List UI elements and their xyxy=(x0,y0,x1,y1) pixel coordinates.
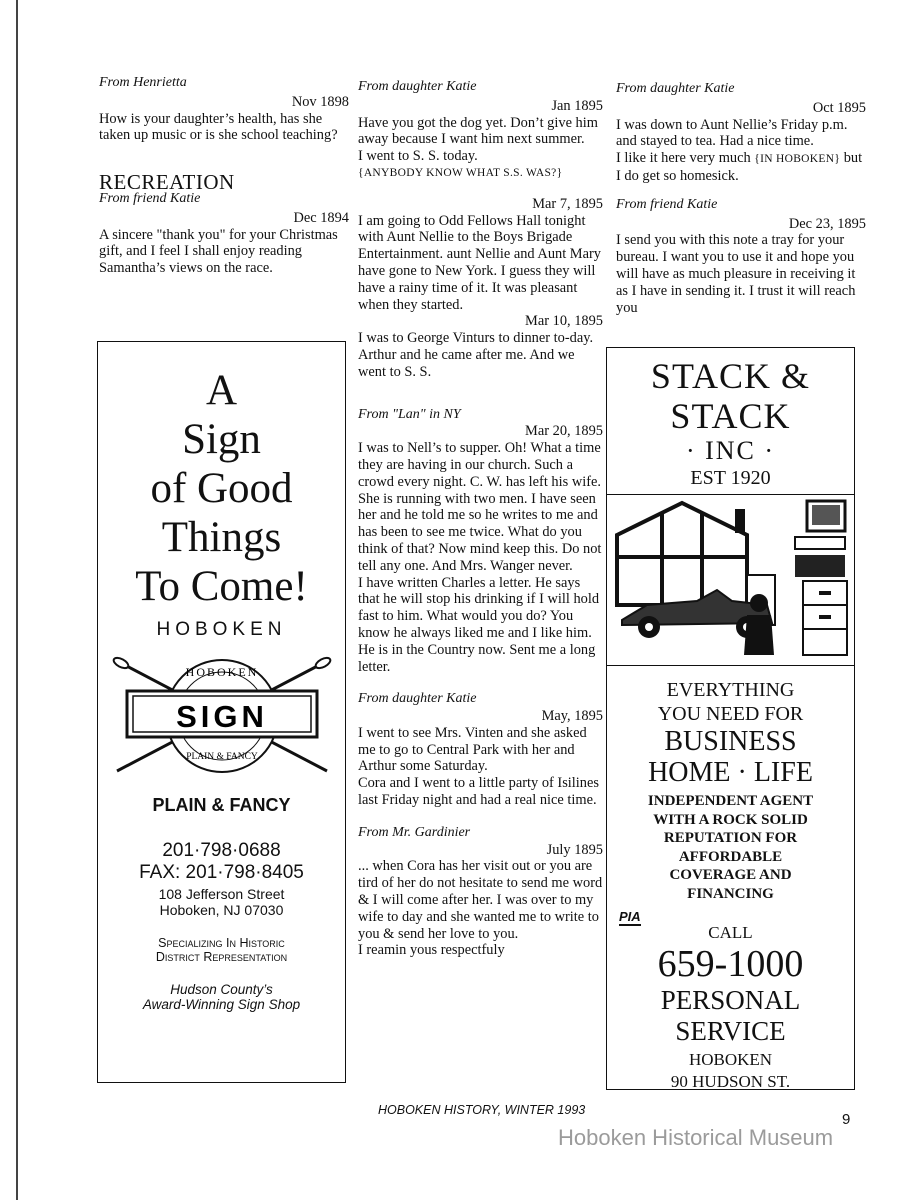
ad-service: PERSONAL xyxy=(660,985,801,1015)
ad-agent-line: COVERAGE AND xyxy=(669,867,792,883)
logo-main-text: SIGN xyxy=(175,699,268,734)
letter-date: Jan 1895 xyxy=(551,97,603,114)
pia-logo-text: PIA xyxy=(619,909,641,924)
ad-slogan: A xyxy=(205,367,238,414)
ad-line: BUSINESS xyxy=(664,726,797,757)
letter-date: Dec 1894 xyxy=(293,209,349,226)
ad-stack-and-stack xyxy=(606,347,855,1090)
ad-phone: 201·798·0688 xyxy=(162,840,281,861)
letter-from: From daughter Katie xyxy=(616,81,735,96)
letter-date: Dec 23, 1895 xyxy=(788,215,866,232)
ad-street: 108 Jefferson Street xyxy=(158,886,285,902)
brush-tip-right xyxy=(314,656,332,671)
section-heading-recreation: RECREATION xyxy=(99,170,235,195)
ad-line: EVERYTHING xyxy=(666,679,795,701)
letter-body: I was to Nell’s to supper. Oh! What a time they are having in our church. Such a crowd every night. C. W. has left his wife. She is running with two men. I have seen her and he told me so he writes to me and has been to see me twice. What do you think of that? Now mind keep this. Do not tell any one. And Mrs. Wanger never. xyxy=(358,440,602,574)
letter-date: Mar 10, 1895 xyxy=(525,313,603,330)
ad-agent-line: REPUTATION FOR xyxy=(663,830,798,846)
ad-hoboken-sign xyxy=(97,341,346,1083)
ad-slogan: Things xyxy=(161,514,282,561)
letter-from: From "Lan" in NY xyxy=(358,406,461,422)
letter-date: Mar 20, 1895 xyxy=(525,423,603,440)
letter-body: A sincere "thank you" for your Christmas gift, and I feel I shall enjoy reading Samantha’s views on the race. xyxy=(99,226,338,277)
logo-bottom-text: PLAIN & FANCY xyxy=(185,752,258,762)
ad-inc: · INC · xyxy=(685,436,776,465)
letter-text: I like it here very much xyxy=(616,150,755,167)
ad-award: Hudson County’s xyxy=(170,982,273,997)
letter-body: I send you with this note a tray for your bureau. I want you to use it and hope you will have as much pleasure in receiving it as I have in sending it. I trust it will reach you xyxy=(616,232,856,316)
ad-company-name: STACK xyxy=(670,396,791,436)
column-1 xyxy=(99,75,349,277)
column-2 xyxy=(358,79,603,959)
letter-body: I have written Charles a letter. He says that he will stop his drinking if I will hold fast to him. What would you do? You know he always liked me and I like him. He is in the Country now. Sent me a long letter. xyxy=(358,574,600,675)
ad-company-name: STACK & xyxy=(650,356,811,396)
person xyxy=(750,594,768,612)
brush-tip-left xyxy=(112,656,130,671)
illustration xyxy=(607,494,854,666)
footer-publication: HOBOKEN HISTORY, WINTER 1993 xyxy=(378,1103,586,1117)
ad-agent-line: AFFORDABLE xyxy=(678,848,783,865)
ad-specialty: Specializing In Historic xyxy=(158,936,285,950)
ad-town: HOBOKEN xyxy=(688,1050,773,1069)
letter-body: ... when Cora has her visit out or you are tird of her do not hesitate to send me word & I will come after her. I was over to my wife to day and she wanted me to write to you & send her love to you. xyxy=(358,858,603,942)
ad-phone: 659-1000 xyxy=(657,943,804,985)
ad-slogan: To Come! xyxy=(135,563,308,610)
ad-tagline: PLAIN & FANCY xyxy=(152,795,291,815)
letter-body: Have you got the dog yet. Don’t give him away because I want him next summer. xyxy=(358,114,598,148)
letter-from: From friend Katie xyxy=(616,196,718,212)
letter-from-friend: From friend Katie xyxy=(99,190,201,206)
letter-date: Mar 7, 1895 xyxy=(532,195,603,212)
logo-top-text: HOBOKEN xyxy=(185,665,258,679)
ad-award: Award-Winning Sign Shop xyxy=(142,997,301,1012)
ad-specialty: District Representation xyxy=(155,950,288,964)
letter-date: May, 1895 xyxy=(541,708,603,725)
letter-from: From daughter Katie xyxy=(358,691,477,707)
letter-date: Nov 1898 xyxy=(291,93,349,110)
letter-body: I went to S. S. today. xyxy=(358,148,478,165)
letter-body: I was to George Vinturs to dinner to-day. Arthur and he came after me. And we went to S. S. xyxy=(358,330,594,380)
letter-from: From Mr. Gardinier xyxy=(358,824,471,840)
letter-date: Oct 1895 xyxy=(812,99,866,116)
ad-line: YOU NEED FOR xyxy=(657,703,804,725)
letter-body: Cora and I went to a little party of Isilines last Friday night and had a real nice time. xyxy=(358,775,599,809)
letter-text: but I do get so homesick. xyxy=(616,150,863,184)
house-frame xyxy=(617,503,747,605)
letter-body: I was down to Aunt Nellie’s Friday p.m. and stayed to tea. Had a nice time. xyxy=(616,116,848,150)
watermark: Hoboken Historical Museum xyxy=(558,1125,834,1150)
page-edge xyxy=(16,0,18,1200)
letter-body: I went to see Mrs. Vinten and she asked me to go to Central Park with her and Arthur some Saturday. xyxy=(358,724,587,775)
ad-city: Hoboken, NJ 07030 xyxy=(159,902,284,918)
letter-from: From daughter Katie xyxy=(358,79,477,94)
sign-logo xyxy=(107,651,337,781)
ad-agent-line: FINANCING xyxy=(687,885,774,902)
ad-agent-line: INDEPENDENT AGENT xyxy=(647,793,814,809)
ad-slogan: of Good xyxy=(150,465,293,512)
ad-slogan: Sign xyxy=(182,416,261,463)
ad-line: HOME · LIFE xyxy=(648,757,813,788)
column-3 xyxy=(616,81,866,316)
ad-established: EST 1920 xyxy=(690,467,771,489)
letter-body: How is your daughter’s health, has she taken up music or is she school teaching? xyxy=(99,110,338,144)
ad-fax: FAX: 201·798·8405 xyxy=(139,862,304,883)
ad-service: SERVICE xyxy=(675,1016,786,1046)
page-number: 9 xyxy=(842,1111,851,1128)
ad-call: CALL xyxy=(708,923,753,942)
ad-town: HOBOKEN xyxy=(156,619,287,640)
editor-note: {IN HOBOKEN} xyxy=(754,153,841,166)
letter-body: I am going to Odd Fellows Hall tonight with Aunt Nellie to the Boys Brigade Entertainment. aunt Nellie and Aunt Mary have gone to New York. I guess they will have a rainy time of it. It was pleasant when they started. xyxy=(358,212,601,313)
letter-date: July 1895 xyxy=(546,841,603,858)
letter-body: I reamin yous respectfuly xyxy=(358,942,505,959)
editor-note: {ANYBODY KNOW WHAT S.S. WAS?} xyxy=(358,166,563,179)
letter-from-henrietta: From Henrietta xyxy=(99,75,187,90)
ad-agent-line: WITH A ROCK SOLID xyxy=(653,811,808,828)
ad-address: 90 HUDSON ST. xyxy=(670,1072,791,1091)
letter-body xyxy=(616,150,866,185)
